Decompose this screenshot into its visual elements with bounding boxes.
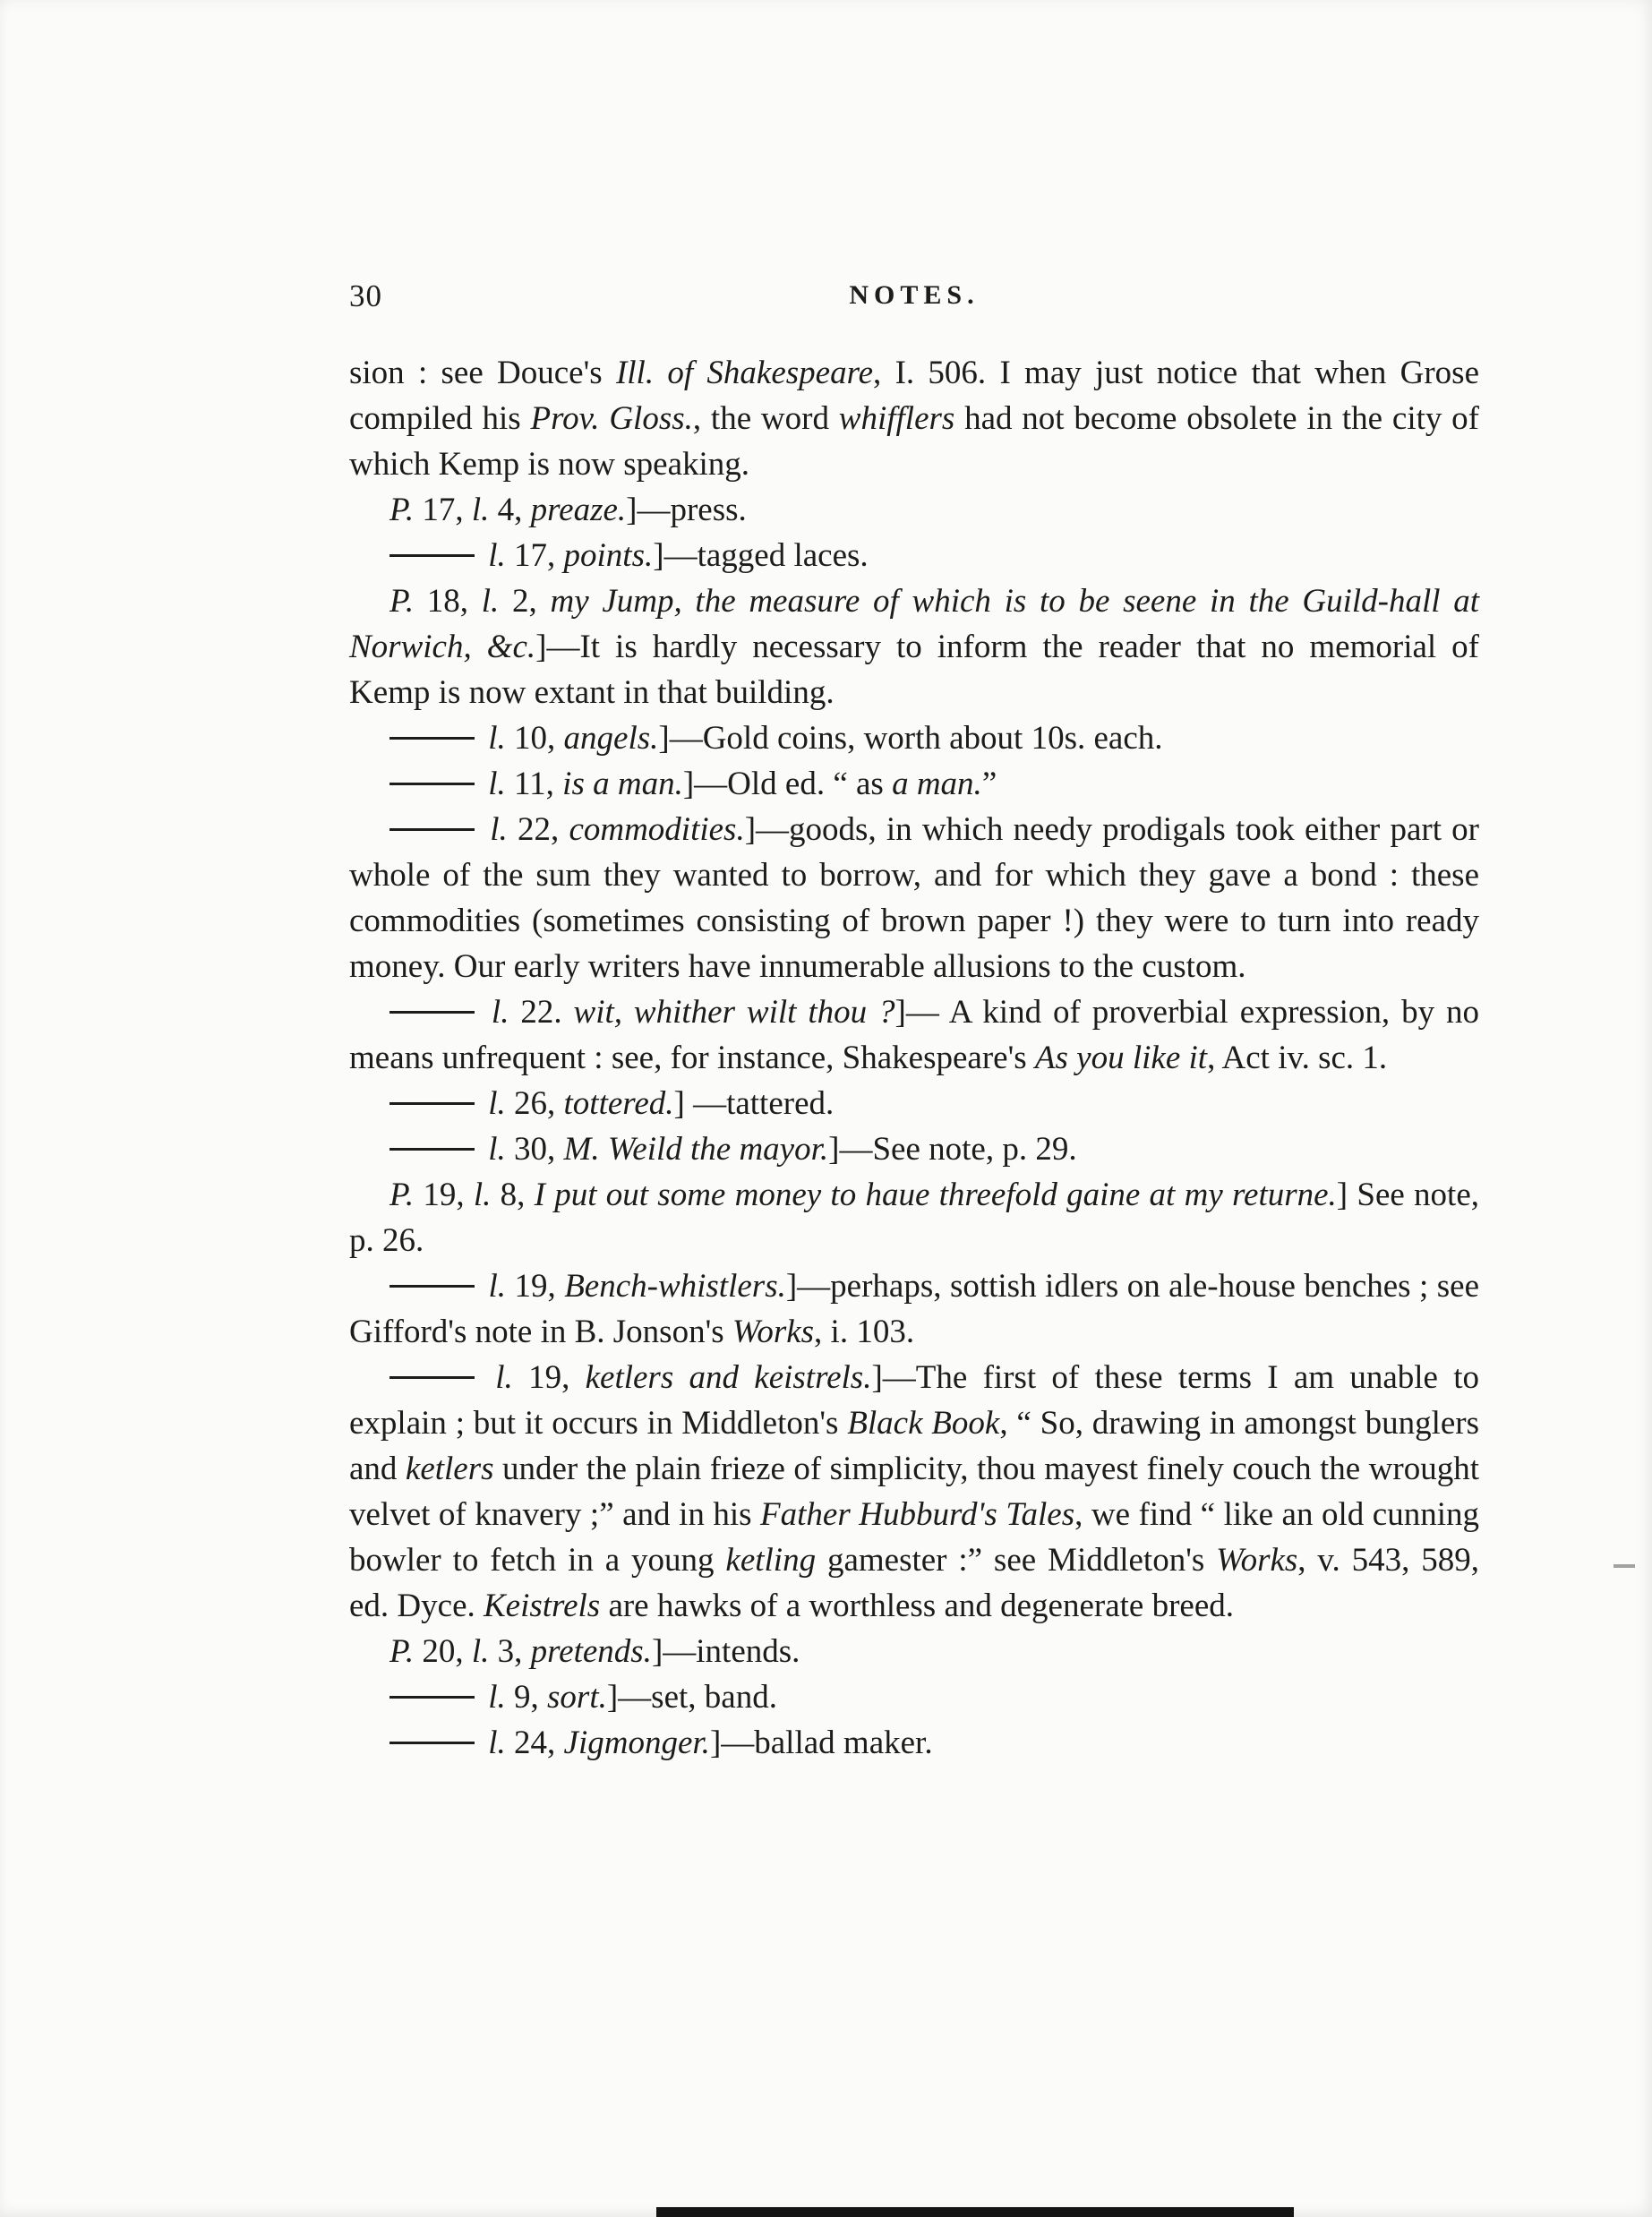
paragraph-line-entry: l. 30, M. Weild the mayor.]—See note, p. 29. xyxy=(349,1126,1479,1172)
paragraph-page-entry: P. 19, l. 8, I put out some money to haue threefold gaine at my returne.] See note, p. 26. xyxy=(349,1177,1480,1259)
entry-dash-rule xyxy=(389,737,475,740)
page-content xyxy=(349,273,1479,1766)
entry-dash-rule xyxy=(389,1696,475,1699)
page-body xyxy=(349,350,1479,1766)
entry-dash-rule xyxy=(389,783,475,785)
paragraph-line-entry: l. 24, Jigmonger.]—ballad maker. xyxy=(349,1720,1479,1766)
paragraph-line-entry: l. 26, tottered.] —tattered. xyxy=(349,1081,1479,1126)
page-number: 30 xyxy=(349,278,382,313)
entry-dash-rule xyxy=(389,1376,475,1379)
paragraph-line-entry: l. 19, ketlers and keistrels.]—The first of these terms I am unable to explain ; but it occurs in Middleton's Black Book, “ So, drawing in amongst bunglers and ketlers under the plain frieze of simplicity, thou mayest finely couch the wrought velvet of knavery ;” and in his Father Hubburd's Tales, we find “ like an old cunning bowler to fetch in a young ketling gamester :” see Middleton's Works, v. 543, 589, ed. Dyce. Keistrels are hawks of a worthless and degenerate breed. xyxy=(349,1359,1480,1624)
paragraph-line-entry: l. 19, Bench-whistlers.]—perhaps, sottish idlers on ale-house benches ; see Gifford's note in B. Jonson's Works, i. 103. xyxy=(349,1268,1480,1350)
entry-dash-rule xyxy=(389,1102,475,1105)
running-title: NOTES. xyxy=(849,280,980,310)
page-header xyxy=(349,273,1479,325)
entry-dash-rule xyxy=(389,1285,475,1288)
paragraph-page-entry: P. 17, l. 4, preaze.]—press. xyxy=(389,492,747,528)
paragraph-page-entry: P. 18, l. 2, my Jump, the measure of which is to be seene in the Guild-hall at Norwich, &c.]—It is hardly necessary to inform the reader that no memorial of Kemp is now extant in that building. xyxy=(349,583,1480,711)
entry-dash-rule xyxy=(389,1148,475,1151)
entry-dash-rule xyxy=(389,1011,475,1014)
scan-artifact-right-tick xyxy=(1613,1564,1635,1568)
paragraph-line-entry: l. 10, angels.]—Gold coins, worth about 10s. each. xyxy=(349,715,1479,761)
paragraph-line-entry: l. 9, sort.]—set, band. xyxy=(349,1674,1479,1720)
scan-artifact-bottom-edge xyxy=(656,2207,1294,2217)
entry-dash-rule xyxy=(389,828,475,831)
paragraph-line-entry: l. 22. wit, whither wilt thou ?]— A kind of proverbial expression, by no means unfrequent : see, for instance, Shakespeare's As you like it, Act iv. sc. 1. xyxy=(349,994,1480,1076)
paragraph-page-entry: P. 20, l. 3, pretends.]—intends. xyxy=(389,1633,800,1670)
entry-dash-rule xyxy=(389,554,475,557)
paragraph-line-entry: l. 22, commodities.]—goods, in which needy prodigals took either part or whole of the sum they wanted to borrow, and for which they gave a bond : these commodities (sometimes consisting of brown paper !) they were to turn into ready money. Our early writers have innumerable allusions to the custom. xyxy=(349,811,1480,985)
paragraph-line-entry: l. 11, is a man.]—Old ed. “ as a man.” xyxy=(349,761,1479,807)
paragraph-line-entry: l. 17, points.]—tagged laces. xyxy=(349,533,1479,578)
entry-dash-rule xyxy=(389,1742,475,1744)
paragraph-continuation: sion : see Douce's Ill. of Shakespeare, I. 506. I may just notice that when Grose compiled his Prov. Gloss., the word whifflers had not become obsolete in the city of which Kemp is now speaking. xyxy=(349,355,1480,483)
